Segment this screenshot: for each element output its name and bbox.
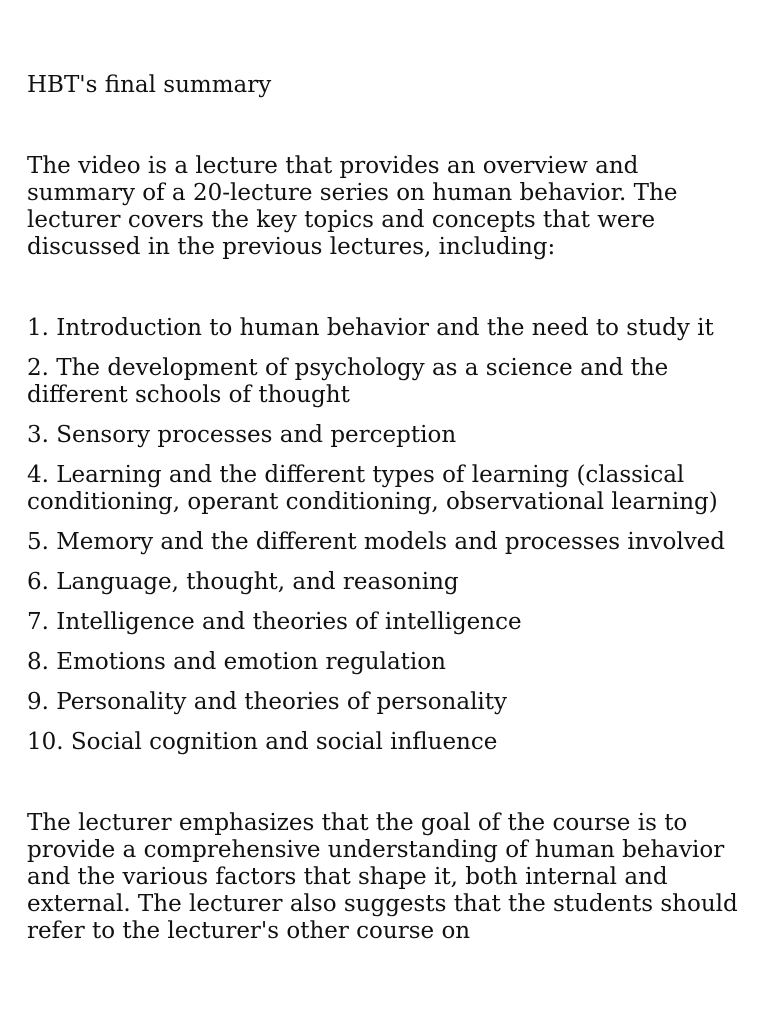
list-item: 1. Introduction to human behavior and the need to study it — [27, 315, 714, 341]
list-item: 7. Intelligence and theories of intelligence — [27, 609, 522, 635]
intro-paragraph: The video is a lecture that provides an overview and summary of a 20-lecture series on human behavior. The lecturer covers the key topics and concepts that were discussed in the previous lectures, including: — [27, 153, 678, 260]
list-item: 4. Learning and the different types of learning (classical conditioning, operant conditioning, observational learning) — [27, 462, 718, 515]
list-item: 5. Memory and the different models and processes involved — [27, 529, 726, 555]
list-item: 10. Social cognition and social influence — [27, 729, 498, 755]
list-item: 3. Sensory processes and perception — [27, 422, 457, 448]
document-title: HBT's final summary — [27, 72, 272, 98]
topic-list — [27, 315, 741, 756]
outro-paragraph: The lecturer emphasizes that the goal of the course is to provide a comprehensive understanding of human behavior and the various factors that shape it, both internal and external. The lecturer also suggests that the students should refer to the lecturer's other course on — [27, 810, 738, 944]
list-item: 8. Emotions and emotion regulation — [27, 649, 446, 675]
document-page — [27, 72, 741, 945]
list-item: 2. The development of psychology as a science and the different schools of thought — [27, 355, 669, 408]
list-item: 9. Personality and theories of personality — [27, 689, 508, 715]
list-item: 6. Language, thought, and reasoning — [27, 569, 459, 595]
